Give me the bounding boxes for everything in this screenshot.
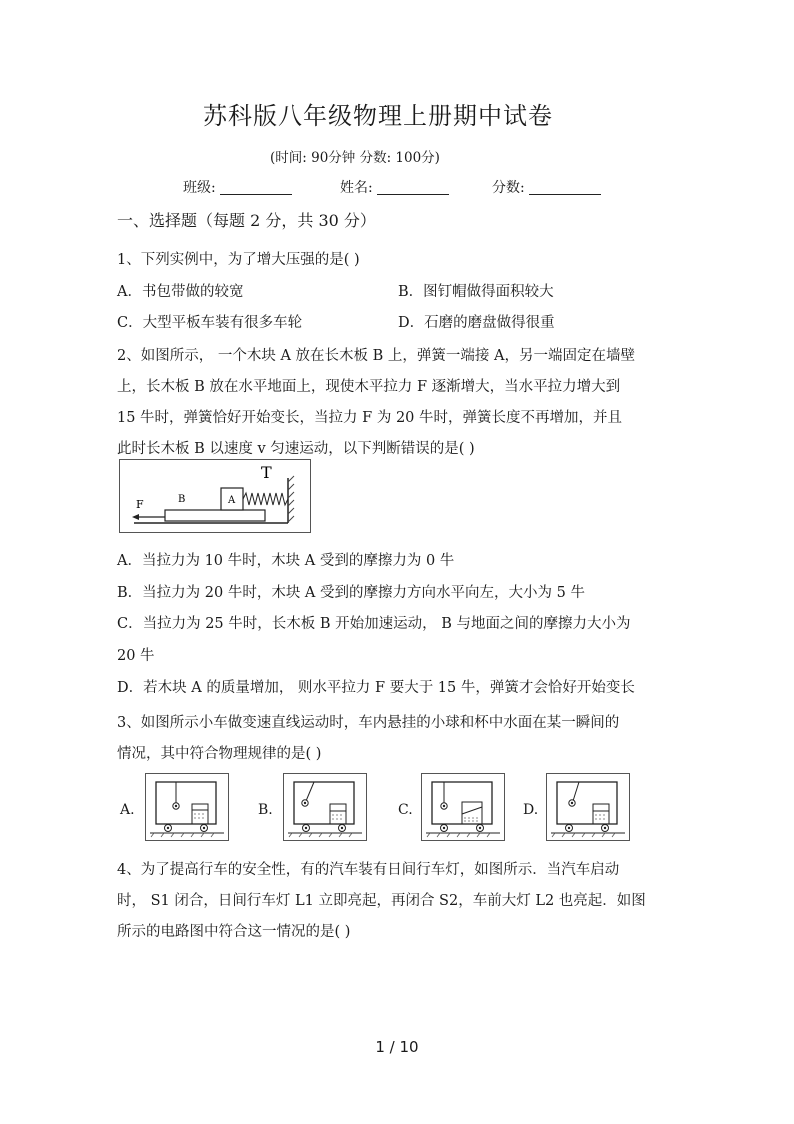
q1-option-a: A．书包带做的较宽 bbox=[117, 284, 244, 300]
q1-option-d: D．石磨的磨盘做得很重 bbox=[398, 315, 555, 331]
cart-diagram-b bbox=[284, 774, 366, 840]
q4-stem-line1: 4、为了提高行车的安全性，有的汽车装有日间行车灯，如图所示．当汽车启动 bbox=[117, 862, 620, 878]
q2-stem-line1: 2、如图所示， 一个木块 A 放在长木板 B 上，弹簧一端接 A，另一端固定在墙壁 bbox=[117, 348, 635, 364]
board-label: B bbox=[178, 494, 186, 505]
name-label: 姓名: bbox=[340, 180, 373, 196]
q3-label-b: B. bbox=[258, 802, 273, 818]
q4-stem-line3: 所示的电路图中符合这一情况的是( ) bbox=[117, 924, 351, 940]
q3-figure-a bbox=[145, 773, 229, 841]
q2-stem-line4: 此时长木板 B 以速度 v 匀速运动，以下判断错误的是( ) bbox=[117, 441, 475, 457]
q2-option-c-line2: 20 牛 bbox=[117, 648, 155, 664]
q3-stem-line2: 情况，其中符合物理规律的是( ) bbox=[117, 746, 322, 762]
cart-diagram-d bbox=[547, 774, 629, 840]
page-number: 1 / 10 bbox=[375, 1038, 419, 1056]
score-blank bbox=[529, 180, 601, 195]
q1-stem: 1、下列实例中，为了增大压强的是( ) bbox=[117, 252, 360, 268]
q2-stem-line3: 15 牛时，弹簧恰好开始变长，当拉力 F 为 20 牛时，弹簧长度不再增加，并且 bbox=[117, 410, 623, 426]
class-label: 班级: bbox=[183, 180, 216, 196]
q3-figure-c bbox=[421, 773, 505, 841]
tension-label: T bbox=[261, 463, 272, 482]
q2-figure bbox=[119, 459, 311, 533]
q2-option-b: B．当拉力为 20 牛时，木块 A 受到的摩擦力方向水平向左，大小为 5 牛 bbox=[117, 585, 585, 601]
q4-stem-line2: 时， S1 闭合，日间行车灯 L1 立即亮起，再闭合 S2，车前大灯 L2 也亮起．如图 bbox=[117, 893, 646, 909]
q1-option-b: B．图钉帽做得面积较大 bbox=[398, 284, 554, 300]
exam-subtitle: (时间: 90分钟 分数: 100分) bbox=[270, 150, 440, 166]
score-label: 分数: bbox=[492, 180, 525, 196]
q2-stem-line2: 上，长木板 B 放在水平地面上，现使木平拉力 F 逐渐增大，当水平拉力增大到 bbox=[117, 379, 621, 395]
q2-option-a: A．当拉力为 10 牛时，木块 A 受到的摩擦力为 0 牛 bbox=[117, 553, 455, 569]
q3-stem-line1: 3、如图所示小车做变速直线运动时，车内悬挂的小球和杯中水面在某一瞬间的 bbox=[117, 715, 620, 731]
q3-figure-d bbox=[546, 773, 630, 841]
force-label: F bbox=[136, 498, 144, 511]
class-field bbox=[183, 177, 292, 197]
name-blank bbox=[377, 180, 449, 195]
cart-diagram-a bbox=[146, 774, 228, 840]
block-label: A bbox=[228, 495, 236, 506]
page-title: 苏科版八年级物理上册期中试卷 bbox=[203, 102, 553, 130]
q2-diagram bbox=[120, 460, 310, 532]
name-field bbox=[340, 177, 449, 197]
q3-label-c: C. bbox=[398, 802, 413, 818]
q2-option-c-line1: C．当拉力为 25 牛时，长木板 B 开始加速运动， B 与地面之间的摩擦力大小为 bbox=[117, 616, 631, 632]
q3-label-a: A. bbox=[120, 802, 135, 818]
q2-option-d: D．若木块 A 的质量增加， 则水平拉力 F 要大于 15 牛，弹簧才会恰好开始变长 bbox=[117, 680, 635, 696]
section-heading: 一、选择题（每题 2 分，共 30 分） bbox=[117, 211, 376, 230]
class-blank bbox=[220, 180, 292, 195]
q3-label-d: D. bbox=[523, 802, 539, 818]
q1-option-c: C．大型平板车装有很多车轮 bbox=[117, 315, 303, 331]
cart-diagram-c bbox=[422, 774, 504, 840]
q3-figure-b bbox=[283, 773, 367, 841]
score-field bbox=[492, 177, 601, 197]
